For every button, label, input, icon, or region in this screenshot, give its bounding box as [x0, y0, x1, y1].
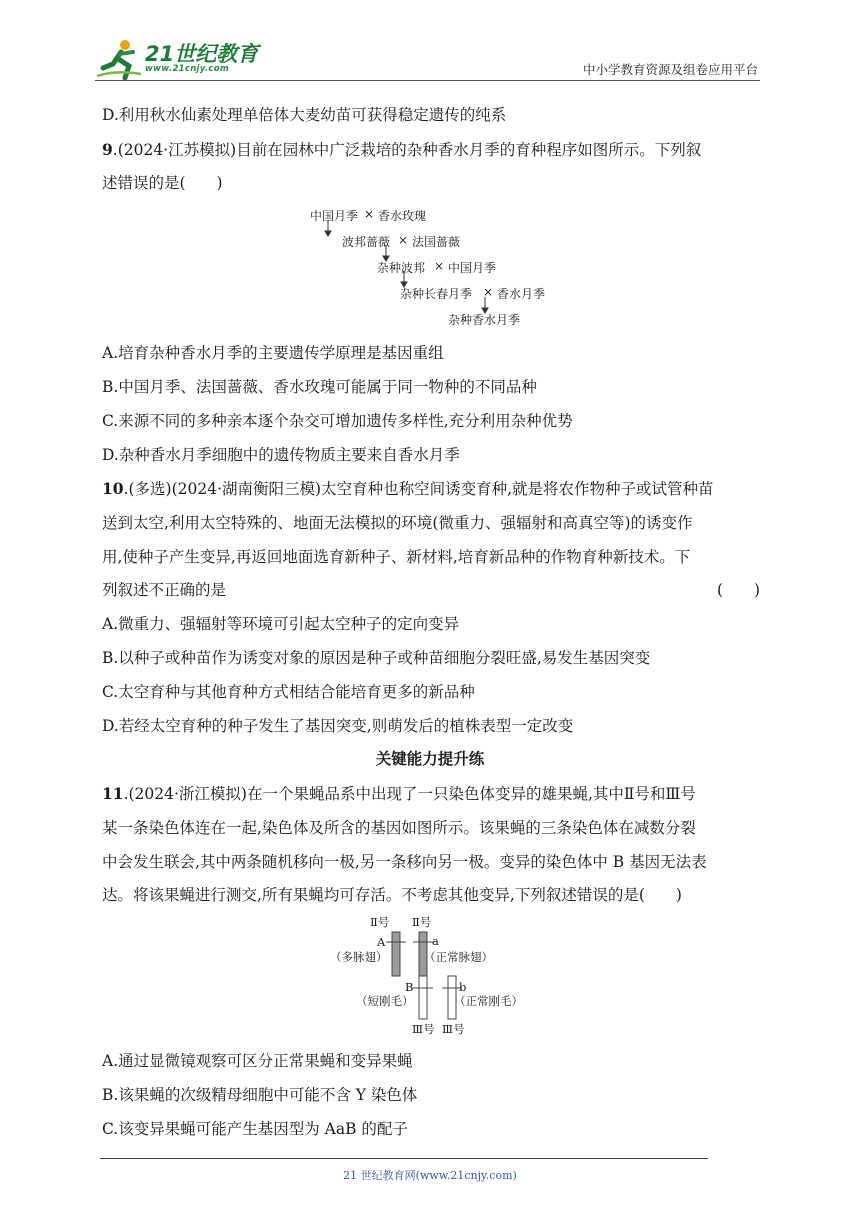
gene-b-dominant: B — [405, 980, 414, 994]
cross-symbol: × — [434, 259, 445, 273]
q10-option-c: C.太空育种与其他育种方式相结合能培育更多的新品种 — [102, 683, 475, 701]
q11-stem-line4: 达。将该果蝇进行测交,所有果蝇均可存活。不考虑其他变异,下列叙述错误的是( ) — [102, 886, 682, 904]
gene-a-dominant: A — [377, 935, 386, 949]
runner-logo-icon — [95, 38, 145, 80]
flow-result: 杂种香水月季 — [448, 313, 521, 327]
flow-row3-left: 杂种波邦 — [377, 261, 426, 275]
flow-row1-right: 香水玫瑰 — [378, 209, 427, 223]
flow-row2-right: 法国蔷薇 — [412, 235, 461, 249]
q10-stem-line1: 10.(多选)(2024·湖南衡阳三模)太空育种也称空间诱变育种,就是将农作物种子或试管种苗 — [102, 479, 714, 498]
cross-symbol: × — [483, 285, 494, 299]
label-iii-2: Ⅲ号 — [442, 1022, 465, 1036]
q9-option-c: C.来源不同的多种亲本逐个杂交可增加遗传多样性,充分利用杂种优势 — [102, 412, 573, 430]
q11-number: 11 — [102, 784, 124, 803]
q10-option-b: B.以种子或种苗作为诱变对象的原因是种子或种苗细胞分裂旺盛,易发生基因突变 — [102, 649, 651, 667]
q11-stem-line3: 中会发生联会,其中两条随机移向一极,另一条移向另一极。变异的染色体中 B 基因无法表 — [102, 853, 707, 871]
logo-text: 21世纪教育 — [145, 42, 259, 66]
label-multi-vein: （多脉翅） — [330, 950, 388, 964]
flow-row2-left: 波邦蔷薇 — [342, 235, 391, 249]
q9-number: 9 — [102, 140, 113, 159]
q9-option-a: A.培育杂种香水月季的主要遗传学原理是基因重组 — [102, 344, 444, 362]
logo-url: www.21cnjy.com — [145, 64, 229, 74]
flow-row3-right: 中国月季 — [448, 261, 497, 275]
platform-name: 中小学教育资源及组卷应用平台 — [582, 62, 758, 77]
flow-row4-right: 香水月季 — [497, 287, 546, 301]
cross-symbol: × — [364, 207, 375, 221]
header-divider — [95, 80, 760, 81]
gene-a-recessive: a — [432, 934, 439, 948]
q11-stem-line1: 11.(2024·浙江模拟)在一个果蝇品系中出现了一只染色体变异的雄果蝇,其中Ⅱ号和Ⅲ号 — [102, 784, 696, 803]
section-title: 关键能力提升练 — [375, 749, 485, 768]
q10-stem-line4: 列叙述不正确的是 — [102, 581, 227, 599]
cross-symbol: × — [398, 233, 409, 247]
q9-option-d: D.杂种香水月季细胞中的遗传物质主要来自香水月季 — [102, 446, 460, 464]
gene-b-recessive: b — [459, 980, 467, 994]
q10-stem-line2: 送到太空,利用太空特殊的、地面无法模拟的环境(微重力、强辐射和高真空等)的诱变作 — [102, 514, 693, 532]
logo — [95, 36, 265, 80]
footer-link[interactable]: 21 世纪教育网(www.21cnjy.com) — [343, 1169, 517, 1182]
chromosome-shapes — [320, 912, 550, 1040]
q10-answer-paren: ( ) — [717, 581, 761, 599]
label-normal-vein: （正常脉翅） — [424, 950, 493, 964]
q8-option-d: D.利用秋水仙素处理单倍体大麦幼苗可获得稳定遗传的纯系 — [102, 106, 507, 124]
page-header — [95, 36, 760, 82]
q11-option-c: C.该变异果蝇可能产生基因型为 AaB 的配子 — [102, 1120, 408, 1138]
label-normal-bristle: （正常刚毛） — [454, 994, 523, 1008]
q10-option-a: A.微重力、强辐射等环境可引起太空种子的定向变异 — [102, 615, 460, 633]
flow-row1-left: 中国月季 — [310, 209, 359, 223]
label-ii-2: Ⅱ号 — [412, 915, 432, 929]
q9-stem-line2: 述错误的是( ) — [102, 174, 223, 192]
q11-option-b: B.该果蝇的次级精母细胞中可能不含 Y 染色体 — [102, 1086, 418, 1104]
q10-stem-line3: 用,使种子产生变异,再返回地面选育新种子、新材料,培育新品种的作物育种新技术。下 — [102, 548, 691, 566]
q11-option-a: A.通过显微镜观察可区分正常果蝇和变异果蝇 — [102, 1052, 413, 1070]
footer-divider — [100, 1158, 708, 1159]
rose-breeding-diagram — [300, 200, 600, 335]
q11-stem-line2: 某一条染色体连在一起,染色体及所含的基因如图所示。该果蝇的三条染色体在减数分裂 — [102, 819, 696, 837]
chromosome-diagram — [320, 912, 550, 1040]
flow-row4-left: 杂种长春月季 — [400, 287, 473, 301]
q9-stem-line1: 9.(2024·江苏模拟)目前在园林中广泛栽培的杂种香水月季的育种程序如图所示。下列叙 — [102, 140, 702, 159]
label-iii-1: Ⅲ号 — [412, 1022, 435, 1036]
q10-number: 10 — [102, 479, 124, 498]
q9-option-b: B.中国月季、法国蔷薇、香水玫瑰可能属于同一物种的不同品种 — [102, 378, 537, 396]
label-short-bristle: （短刚毛） — [356, 994, 414, 1008]
q10-option-d: D.若经太空育种的种子发生了基因突变,则萌发后的植株表型一定改变 — [102, 717, 574, 735]
label-ii-1: Ⅱ号 — [370, 915, 390, 929]
